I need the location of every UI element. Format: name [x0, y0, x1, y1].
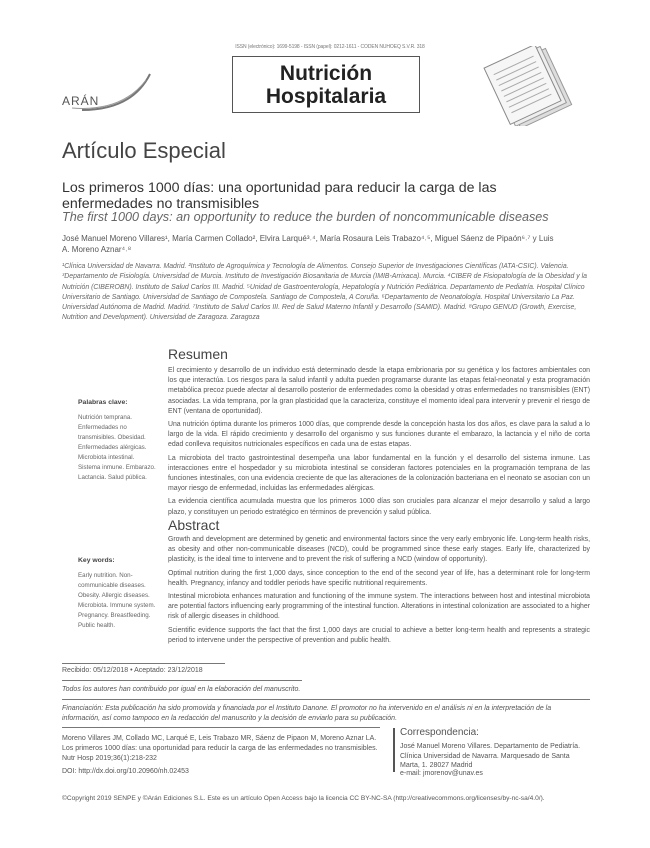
divider: [62, 727, 380, 728]
abstract-paragraph: Optimal nutrition during the first 1,000 days, since conception to the end of the second year of life, has a determinant role for long-term health. Pregnancy, infancy and toddler periods have specific nutritional requirements.: [168, 569, 590, 587]
divider: [62, 680, 302, 681]
journal-cover-image: [482, 46, 580, 126]
article-title-english: The first 1000 days: an opportunity to reduce the burden of noncommunicable diseases: [62, 210, 549, 224]
abstract-heading: Abstract: [168, 517, 220, 533]
resumen-paragraph: La evidencia científica acumulada muestra que los primeros 1000 días son cruciales para alcanzar el mejor desarrollo y salud a largo plazo, y constituyen un periodo estratégico en términos de prevención y salud pública.: [168, 498, 590, 516]
affiliations: ¹Clínica Universidad de Navarra. Madrid. ²Instituto de Agroquímica y Tecnología de Alimentos. Consejo Superior de Investigaciones Científicas (IATA-CSIC). Valencia. ³Departamento de Fisiología. Universidad de Murcia. Instituto de Investigación Biosanitaria de Murcia (IMIB-Arrixaca). Murcia. ⁴CIBER de Fisiopatología de la Obesidad y la Nutrición (CIBEROBN). Instituto de Salud Carlos III. Madrid. ⁵Unidad de Gastroenterología, Hepatología y Nutrición Pediátrica. Departamento de Pediatría. Hospital Clínico Universitario de Santiago. Universidad de Santiago de Compostela. Santiago de Compostela, A Coruña. ⁶Departamento de Neonatología. Hospital Universitario La Paz. Universidad Autónoma de Madrid. Madrid. ⁷Instituto de Salud Carlos III. Red de Salud Materno Infantil y Desarrollo (SAMID). Madrid. ⁸Grupo GENUD (Growth, Exercise, Nutrition and Development). Universidad de Zaragoza. Zaragoza: [62, 263, 587, 322]
section-label: Artículo Especial: [62, 138, 226, 163]
keywords-es: [78, 398, 156, 483]
issn-line: ISSN (electrónico): 1699-5198 - ISSN (papel): 0212-1611 - CODEN NUHOEQ S.V.R. 318: [235, 44, 425, 50]
correspondence-address: José Manuel Moreno Villares. Departamento de Pediatría. Clínica Universidad de Navarra. Marquesado de Santa Marta, 1. 28027 Madrid: [400, 743, 581, 769]
citation: Moreno Villares JM, Collado MC, Larqué E, Leis Trabazo MR, Sáenz de Pipaon M, Moreno Aznar LA. Los primeros 1000 días: una oportunidad para reducir la carga de las enfermedades no transmisibles. Nutr Hosp 2019;36(1):218-232: [62, 735, 378, 762]
abstract-paragraph: Intestinal microbiota enhances maturation and functioning of the immune system. The interactions between host and intestinal microbiota are potential factors influencing early programming of the intestinal function. Alterations in intestinal colonization are associated to a higher risk of allergic diseases in childhood.: [168, 593, 590, 621]
journal-title-line1: Nutrición: [279, 62, 373, 85]
journal-title-box: [232, 56, 420, 113]
publisher-logo-text: ARÁN: [62, 94, 100, 108]
resumen-paragraph: Una nutrición óptima durante los primeros 1000 días, que comprende desde la concepción hasta los dos años, es clave para la salud a lo largo de la vida. El rápido crecimiento y desarrollo del organismo y sus funciones durante el embarazo, la lactancia y el niño de corta edad conlleva requisitos nutricionales específicos en cada una de estas etapas.: [168, 421, 590, 449]
received-accepted-dates: Recibido: 05/12/2018 • Aceptado: 23/12/2018: [62, 667, 203, 674]
keywords-en-text: Early nutrition. Non-communicable diseases. Obesity. Allergic diseases. Microbiota. Immune system. Pregnancy. Breastfeeding. Public health.: [78, 572, 156, 629]
correspondence-heading: Correspondencia:: [400, 727, 479, 738]
resumen-paragraph: El crecimiento y desarrollo de un individuo está determinado desde la etapa embrionaria por su genética y los factores ambientales con los que interactúa. Los riesgos para la salud infantil y adulta pueden programarse durante las etapas fetal-neonatal y esta programación metabólica precoz puede afectar al desarrollo posterior de enfermedades como la obesidad y otras enfermedades no transmisibles (ENT) asociadas. La vida temprana, por la gran plasticidad que la caracteriza, constituye el momento ideal para intervenir y prevenir el riesgo de ENT (ventana de oportunidad).: [168, 367, 590, 415]
article-title: Los primeros 1000 días: una oportunidad para reducir la carga de las enfermedades no transmisibles: [62, 180, 497, 212]
correspondence-bar: [393, 728, 395, 772]
correspondence-email[interactable]: e-mail: jmorenov@unav.es: [400, 770, 483, 777]
abstract-paragraph: Growth and development are determined by genetic and environmental factors since the very early embryonic life. Long-term health risks, as obesity and other non-communicable diseases (NCD), could be programmed since these early stages. Early life, characterized by plasticity, is the ideal time to intervene and to prevent the risk of suffering a NCD (window of opportunity).: [168, 536, 590, 564]
authors: José Manuel Moreno Villares¹, María Carmen Collado², Elvira Larqué³˒⁴, María Rosaura Leis Trabazo⁴˒⁵, Miguel Sáenz de Pipaón⁶˒⁷ y Luis A. Moreno Aznar⁴˒⁸: [62, 234, 554, 254]
abstract-paragraph: Scientific evidence supports the fact that the first 1,000 days are crucial to achieve a better long-term health and represents a strategic period to intervene under the perspective of prevention and public health.: [168, 626, 590, 644]
resumen-body: [168, 366, 590, 521]
keywords-en-label: Key words:: [78, 557, 115, 564]
divider: [62, 699, 590, 700]
abstract-body: [168, 535, 590, 649]
resumen-paragraph: La microbiota del tracto gastrointestinal desempeña una labor fundamental en la función y el desarrollo del sistema inmune. Las interacciones entre el hospedador y su microbiota intestinal se consideran factores potenciales en la programación temprana de las funciones intestinales, con una evidencia creciente de que las alteraciones de la colonización bacteriana en el neonato se asocian con un mayor riesgo de enfermedad, incluidas las enfermedades alérgicas.: [168, 454, 590, 493]
keywords-es-text: Nutrición temprana. Enfermedades no transmisibles. Obesidad. Enfermedades alérgicas. Microbiota intestinal. Sistema inmune. Embarazo. Lactancia. Salud pública.: [78, 414, 156, 481]
resumen-heading: Resumen: [168, 346, 228, 362]
doi-link[interactable]: DOI: http://dx.doi.org/10.20960/nh.02453: [62, 768, 189, 775]
copyright-notice: ©Copyright 2019 SENPE y ©Arán Ediciones S.L. Este es un artículo Open Access bajo la licencia CC BY-NC-SA (http://creativecommons.org/licenses/by-nc-sa/4.0/).: [62, 795, 545, 802]
divider: [62, 663, 225, 664]
keywords-en: [78, 556, 156, 631]
contribution-note: Todos los autores han contribuido por igual en la elaboración del manuscrito.: [62, 686, 301, 693]
publisher-logo: [62, 72, 152, 112]
keywords-es-label: Palabras clave:: [78, 399, 128, 406]
funding-note: Financiación: Esta publicación ha sido promovida y financiada por el Instituto Danone. El promotor no ha intervenido en el análisis ni en la interpretación de la información, así como tampoco en la redacción del manuscrito y la decisión de enviarlo para su publicación.: [62, 705, 552, 722]
journal-title-line2: Hospitalaria: [265, 85, 387, 108]
